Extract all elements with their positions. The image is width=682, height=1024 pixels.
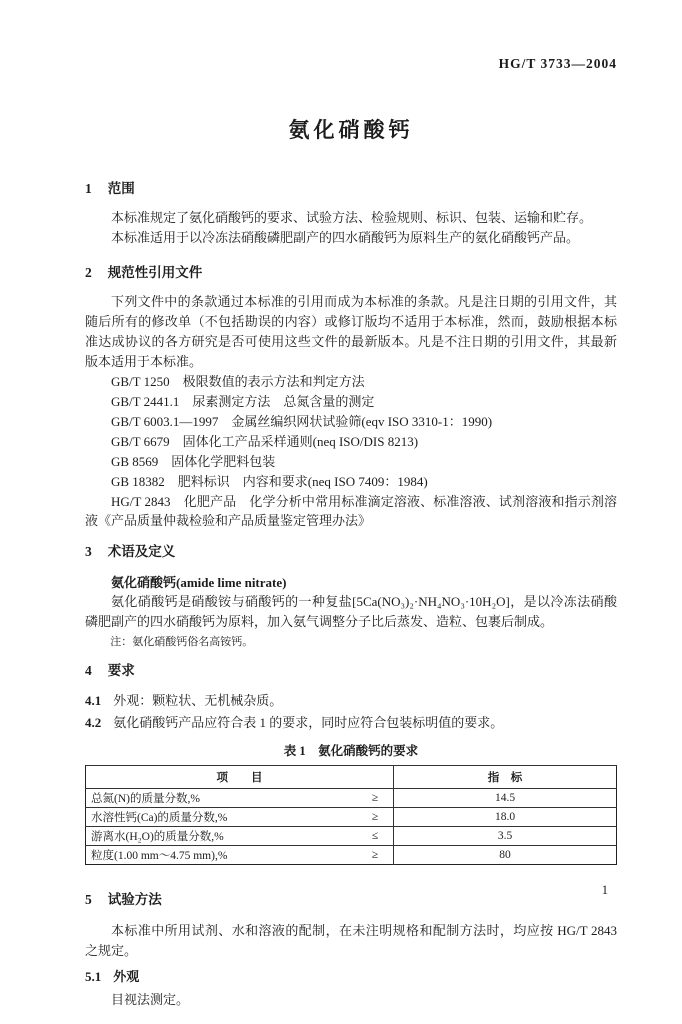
section-5-label: 试验方法	[107, 892, 162, 907]
reference-item: GB 18382 肥料标识 内容和要求(neq ISO 7409：1984)	[111, 474, 428, 489]
relation-cell: ≤	[357, 827, 394, 846]
section-1-label: 范围	[107, 181, 135, 196]
section-5-heading	[85, 891, 617, 909]
clause-4-1-number: 4.1	[85, 693, 102, 708]
table-caption: 表 1 氨化硝酸钙的要求	[283, 744, 419, 758]
item-cell: 水溶性钙(Ca)的质量分数,%	[86, 808, 358, 827]
value-cell: 80	[394, 846, 617, 865]
page-content	[85, 0, 617, 1010]
term-definition: 氨化硝酸钙是硝酸铵与硝酸钙的一种复盐[5Ca(NO₃)₂·NH₄NO₃·10H₂O]，是以冷冻法硝酸磷肥副产的四水硝酸钙为原料，加入氨气调整分子比后蒸发、造粒、包裹后制成。	[85, 594, 617, 629]
term-name: 氨化硝酸钙(amide lime nitrate)	[111, 575, 287, 590]
visual-method-paragraph: 目视法测定。	[111, 992, 190, 1007]
clause-4-2-number: 4.2	[85, 715, 102, 730]
relation-cell: ≥	[357, 789, 394, 808]
table-header-row	[86, 766, 617, 789]
clause-5-1	[85, 967, 617, 986]
table-row	[86, 789, 617, 808]
clause-5-1-text: 外观	[113, 969, 140, 984]
requirements-table	[85, 765, 617, 865]
section-5-number: 5	[85, 892, 92, 907]
table-row	[86, 808, 617, 827]
section-1-heading	[85, 180, 617, 198]
item-cell: 总氮(N)的质量分数,%	[86, 789, 358, 808]
reference-item: GB/T 6679 固体化工产品采样通则(neq ISO/DIS 8213)	[111, 434, 419, 449]
clause-4-1	[85, 691, 617, 710]
scope-paragraph-2: 本标准适用于以冷冻法硝酸磷肥副产的四水硝酸钙为原料生产的氨化硝酸钙产品。	[111, 230, 580, 245]
table-row	[86, 827, 617, 846]
reference-item: GB 8569 固体化学肥料包装	[111, 454, 276, 469]
section-3-number: 3	[85, 544, 92, 559]
value-cell: 3.5	[394, 827, 617, 846]
section-2-heading	[85, 264, 617, 282]
table-header-item: 项 目	[86, 766, 394, 789]
reference-item: GB/T 1250 极限数值的表示方法和判定方法	[111, 374, 365, 389]
section-3-heading	[85, 543, 617, 561]
value-cell: 14.5	[394, 789, 617, 808]
clause-4-2-text: 氨化硝酸钙产品应符合表 1 的要求，同时应符合包装标明值的要求。	[113, 715, 504, 730]
term-note: 注：氨化硝酸钙俗名高铵钙。	[110, 636, 254, 648]
table-row	[86, 846, 617, 865]
document-title: 氨化硝酸钙	[288, 118, 414, 142]
page-number: 1	[601, 883, 608, 897]
section-4-label: 要求	[107, 663, 135, 678]
section-2-label: 规范性引用文件	[107, 265, 203, 280]
section-4-heading	[85, 662, 617, 680]
clause-4-2	[85, 713, 617, 732]
value-cell: 18.0	[394, 808, 617, 827]
item-cell: 粒度(1.00 mm～4.75 mm),%	[86, 846, 358, 865]
reference-item: GB/T 6003.1—1997 金属丝编织网状试验筛(eqv ISO 3310-1：1990)	[111, 414, 493, 429]
section-2-number: 2	[85, 265, 92, 280]
clause-5-1-number: 5.1	[85, 969, 102, 984]
standard-code: HG/T 3733—2004	[498, 56, 617, 71]
relation-cell: ≥	[357, 846, 394, 865]
reference-item: GB/T 2441.1 尿素测定方法 总氮含量的测定	[111, 394, 375, 409]
test-methods-paragraph: 本标准中所用试剂、水和溶液的配制，在未注明规格和配制方法时，均应按 HG/T 2843 之规定。	[85, 923, 617, 958]
section-4-number: 4	[85, 663, 92, 678]
section-3-label: 术语及定义	[107, 544, 176, 559]
reference-item: HG/T 2843 化肥产品 化学分析中常用标准滴定溶液、标准溶液、试剂溶液和指示剂溶液《产品质量仲裁检验和产品质量鉴定管理办法》	[85, 494, 617, 528]
clause-4-1-text: 外观：颗粒状、无机械杂质。	[113, 693, 283, 708]
section-1-number: 1	[85, 181, 92, 196]
item-cell: 游离水(H₂O)的质量分数,%	[86, 827, 358, 846]
references-intro: 下列文件中的条款通过本标准的引用而成为本标准的条款。凡是注日期的引用文件，其随后所有的修改单（不包括勘误的内容）或修订版均不适用于本标准，然而，鼓励根据本标准达成协议的各方研究是否可使用这些文件的最新版本。凡是不注日期的引用文件，其最新版本适用于本标准。	[85, 294, 617, 369]
scope-paragraph-1: 本标准规定了氨化硝酸钙的要求、试验方法、检验规则、标识、包装、运输和贮存。	[111, 210, 593, 225]
relation-cell: ≥	[357, 808, 394, 827]
table-header-value: 指 标	[394, 766, 617, 789]
